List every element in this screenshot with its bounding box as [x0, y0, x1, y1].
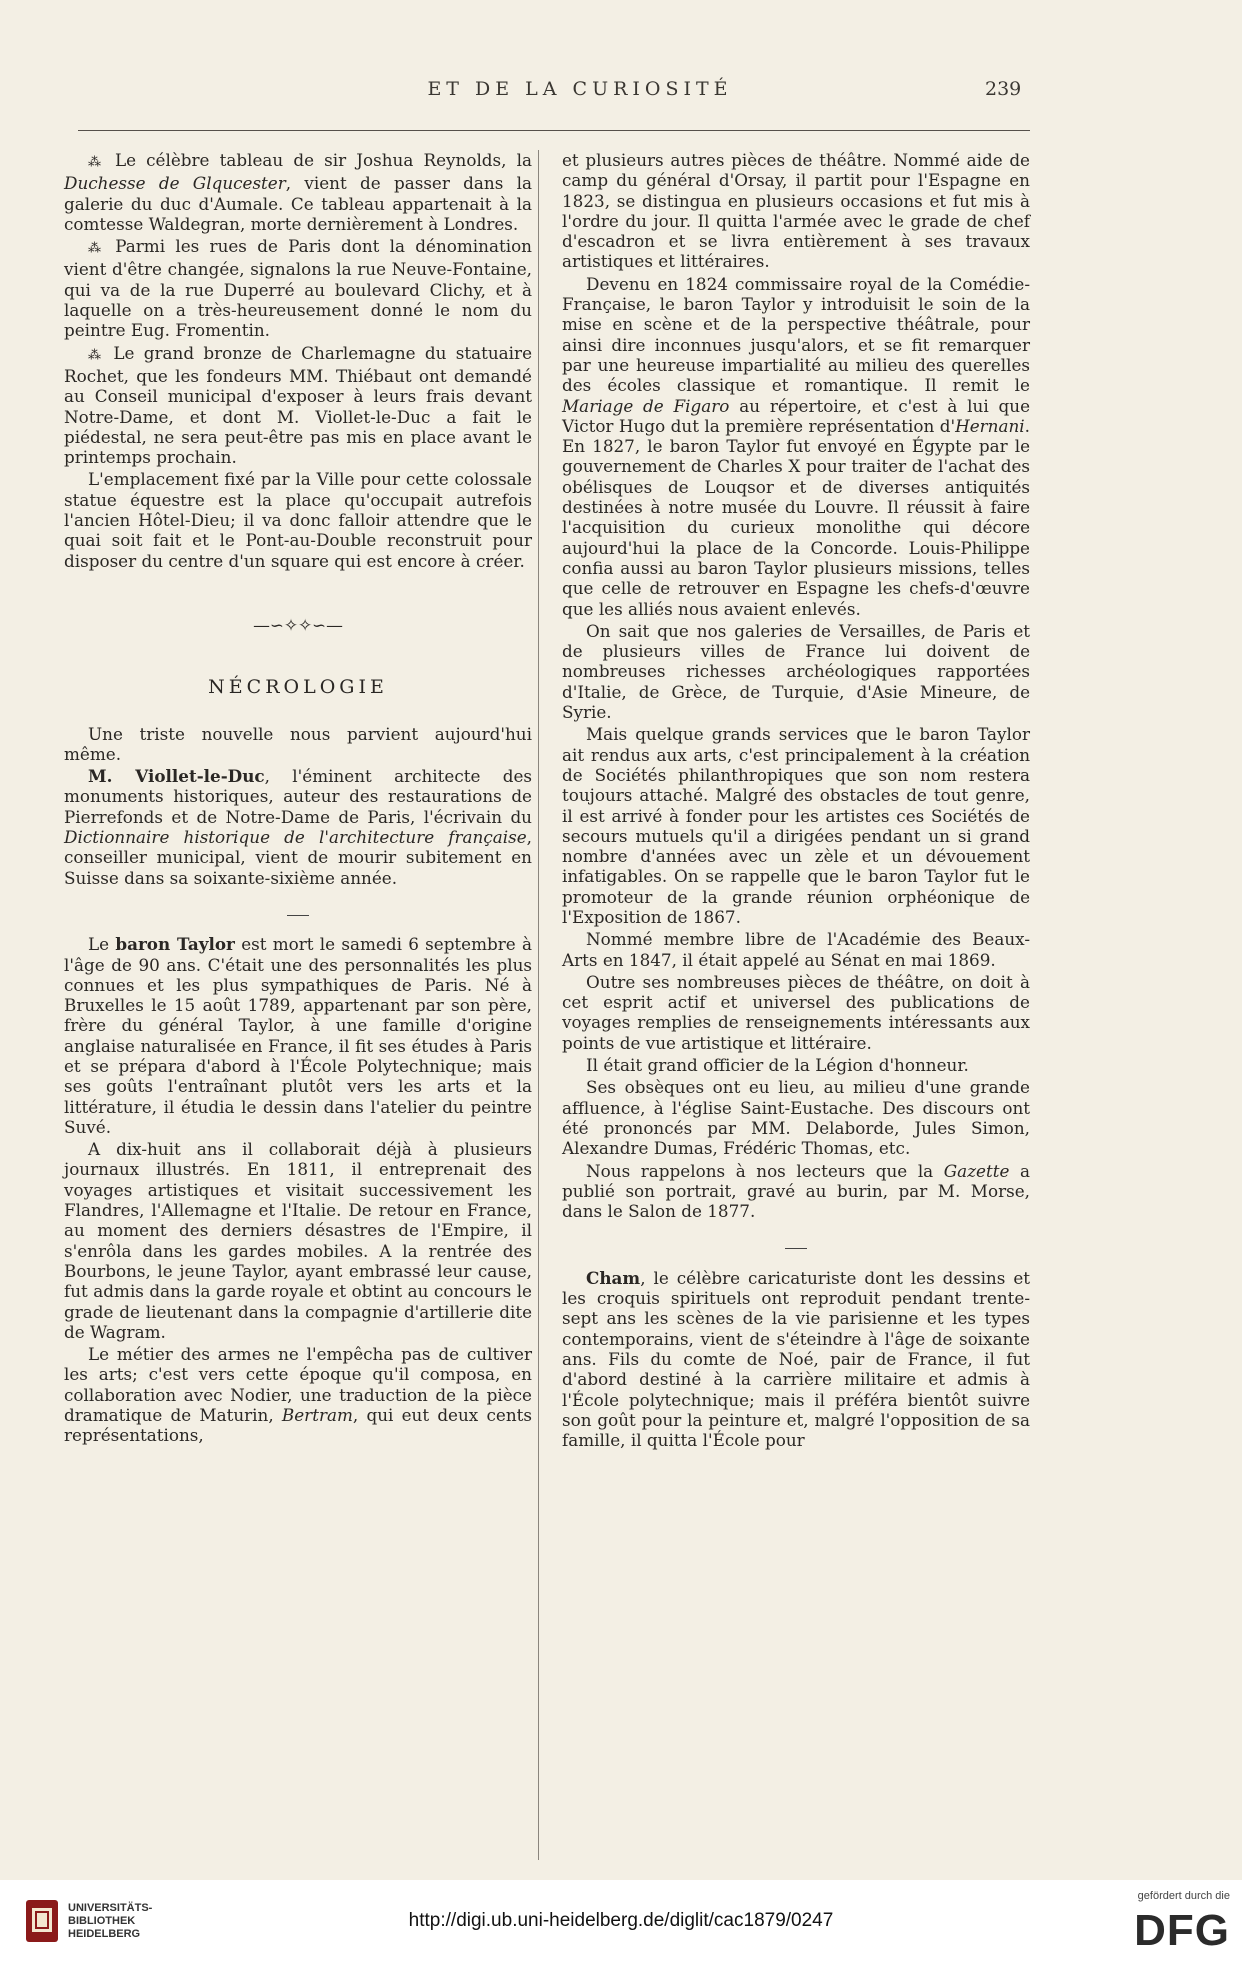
source-url-link[interactable]: http://digi.ub.uni-heidelberg.de/diglit/cac1879/0247	[408, 1910, 834, 1931]
paragraph: Une triste nouvelle nous parvient aujourd'hui même.	[64, 723, 532, 764]
paragraph: Cham, le célèbre caricaturiste dont les dessins et les croquis spirituels ont reproduit pendant trente-sept ans les scènes de la vie parisienne et les types contemporains, vient de s'éteindre à l'âge de soixante ans. Fils du comte de Noé, pair de France, il fut d'abord destiné à la carrière militaire et admis à l'École polytechnique; mais il préféra bientôt suivre son goût pour la peinture et, malgré l'opposition de sa famille, il quitta l'École pour	[562, 1267, 1030, 1451]
paragraph: ⁂ Parmi les rues de Paris dont la dénomination vient d'être changée, signalons la rue Neuve-Fontaine, qui va de la rue Duperré au boulevard Clichy, et à laquelle on a très-heureusement donné le nom du peintre Eug. Fromentin.	[64, 236, 532, 341]
separator-dash	[64, 900, 532, 920]
paragraph: Le baron Taylor est mort le samedi 6 septembre à l'âge de 90 ans. C'était une des personnalités les plus connues et les plus sympathiques de Paris. Né à Bruxelles le 15 août 1789, appartenant par son père, frère du général Taylor, à une famille d'origine anglaise naturalisée en France, il fit ses études à Paris et se prépara d'abord à l'École Polytechnique; mais ses goûts l'entraînant plutôt vers les arts et la littérature, il étudia le dessin dans l'atelier du peintre Suvé.	[64, 934, 532, 1137]
ornament-divider: —∽✧✧∽—	[253, 614, 343, 635]
asterism-icon: ⁂	[88, 241, 105, 257]
paragraph: M. Viollet-le-Duc, l'éminent architecte des monuments historiques, auteur des restaurations de Pierrefonds et de Notre-Dame de Paris, l'écrivain du Dictionnaire historique de l'architecture française, conseiller municipal, vient de mourir subitement en Suisse dans sa soixante-sixième année.	[64, 766, 533, 888]
paragraph: Mais quelque grands services que le baron Taylor ait rendus aux arts, c'est principalement à la création de Sociétés philanthropiques que son nom restera toujours attaché. Malgré des obstacles de tout genre, il est arrivé à fonder pour les artistes ces Sociétés de secours mutuels qu'il a dirigées pendant un si grand nombre d'années avec un zèle et un dévouement infatigables. On se rappelle que le baron Taylor fut le promoteur de la grande réunion orphéonique de l'Exposition de 1867.	[562, 724, 1030, 927]
dfg-logo[interactable]: DFG	[1134, 1906, 1230, 1955]
paragraph: Outre ses nombreuses pièces de théâtre, on doit à cet esprit actif et universel des publications de voyages remplies de renseignements intéressants aux points de vue artistique et littéraire.	[562, 971, 1030, 1053]
column-rule	[538, 150, 539, 1860]
page-number: 239	[985, 78, 1022, 100]
left-column	[64, 150, 532, 1448]
paragraph: Le métier des armes ne l'empêcha pas de cultiver les arts; c'est vers cette époque qu'il composa, en collaboration avec Nodier, une traduction de la pièce dramatique de Maturin, Bertram, qui eut deux cents représentations,	[64, 1344, 532, 1446]
paragraph: Nous rappelons à nos lecteurs que la Gazette a publié son portrait, gravé au burin, par M. Morse, dans le Salon de 1877.	[562, 1160, 1030, 1222]
paragraph: Devenu en 1824 commissaire royal de la Comédie-Française, le baron Taylor y introduisit le soin de la mise en scène et de la perspective théâtrale, pour ainsi dire inconnues jusqu'alors, et se fit remarquer par une heureuse impartialité au milieu des querelles des écoles classique et romantique. Il remit le Mariage de Figaro au répertoire, et c'est à lui que Victor Hugo dut la première représentation d'Hernani. En 1827, le baron Taylor fut envoyé en Égypte par le gouvernement de Charles X pour traiter de l'achat des obélisques de Louqsor et de diverses antiquités destinées à notre musée du Louvre. Il réussit à faire l'acquisition du curieux monolithe qui décore aujourd'hui la place de la Concorde. Louis-Philippe confia aussi au baron Taylor plusieurs missions, telles que celle de retrouver en Espagne les chefs-d'œuvre que les alliés nous avaient enlevés.	[562, 273, 1031, 619]
paragraph: L'emplacement fixé par la Ville pour cette colossale statue équestre est la place qu'occupait autrefois l'ancien Hôtel-Dieu; il va donc falloir attendre que le quai soit fait et le Pont-au-Double reconstruit pour disposer du centre d'un square qui est encore à créer.	[64, 469, 532, 571]
running-title: ET DE LA CURIOSITÉ	[427, 78, 733, 100]
paragraph: Ses obsèques ont eu lieu, au milieu d'une grande affluence, à l'église Saint-Eustache. Des discours ont été prononcés par MM. Delaborde, Jules Simon, Alexandre Dumas, Frédéric Thomas, etc.	[562, 1077, 1030, 1159]
paragraph: A dix-huit ans il collaborait déjà à plusieurs journaux illustrés. En 1811, il entreprenait des voyages artistiques et visitait successivement les Flandres, l'Allemagne et l'Italie. De retour en France, au moment des derniers désastres de l'Empire, il s'enrôla dans les gardes mobiles. A la rentrée des Bourbons, le jeune Taylor, ayant embrassé leur cause, fut admis dans la garde royale et obtint au concours le grade de lieutenant dans la compagnie d'artillerie dite de Wagram.	[64, 1139, 532, 1342]
viewer-footer	[0, 1880, 1242, 1971]
paragraph: On sait que nos galeries de Versailles, de Paris et de plusieurs villes de France lui doivent de nombreuses richesses archéologiques rapportées d'Italie, de Grèce, de Turquie, d'Asie Mineure, de Syrie.	[562, 620, 1030, 723]
section-heading: NÉCROLOGIE	[208, 676, 388, 699]
asterism-icon: ⁂	[88, 347, 104, 363]
paragraph: ⁂ Le célèbre tableau de sir Joshua Reynolds, la Duchesse de Glqucester, vient de passer dans la galerie du duc d'Aumale. Ce tableau appartenait à la comtesse Waldegran, morte dernièrement à Londres.	[64, 150, 533, 234]
university-name: UNIVERSITÄTS- BIBLIOTHEK HEIDELBERG	[68, 1902, 153, 1940]
paragraph: Nommé membre libre de l'Académie des Beaux-Arts en 1847, il était appelé au Sénat en mai 1869.	[562, 929, 1030, 970]
header-rule	[78, 130, 1030, 131]
paragraph: ⁂ Le grand bronze de Charlemagne du statuaire Rochet, que les fondeurs MM. Thiébaut ont demandé au Conseil municipal d'exposer à leurs frais devant Notre-Dame, et dont M. Viollet-le-Duc a fait le piédestal, ne sera peut-être pas mis en place avant le printemps prochain.	[64, 342, 532, 468]
paragraph: et plusieurs autres pièces de théâtre. Nommé aide de camp du général d'Orsay, il partit pour l'Espagne en 1823, se distingua en plusieurs occasions et fut mis à l'ordre du jour. Il quitta l'armée avec le grade de chef d'escadron et se livra entièrement à ses travaux artistiques et littéraires.	[562, 150, 1030, 272]
running-head	[0, 78, 1242, 108]
asterism-icon: ⁂	[88, 155, 105, 170]
paragraph: Il était grand officier de la Légion d'honneur.	[586, 1055, 969, 1076]
separator-dash	[562, 1233, 1030, 1253]
right-column	[562, 150, 1030, 1452]
funding-note: gefördert durch die	[1137, 1890, 1230, 1902]
